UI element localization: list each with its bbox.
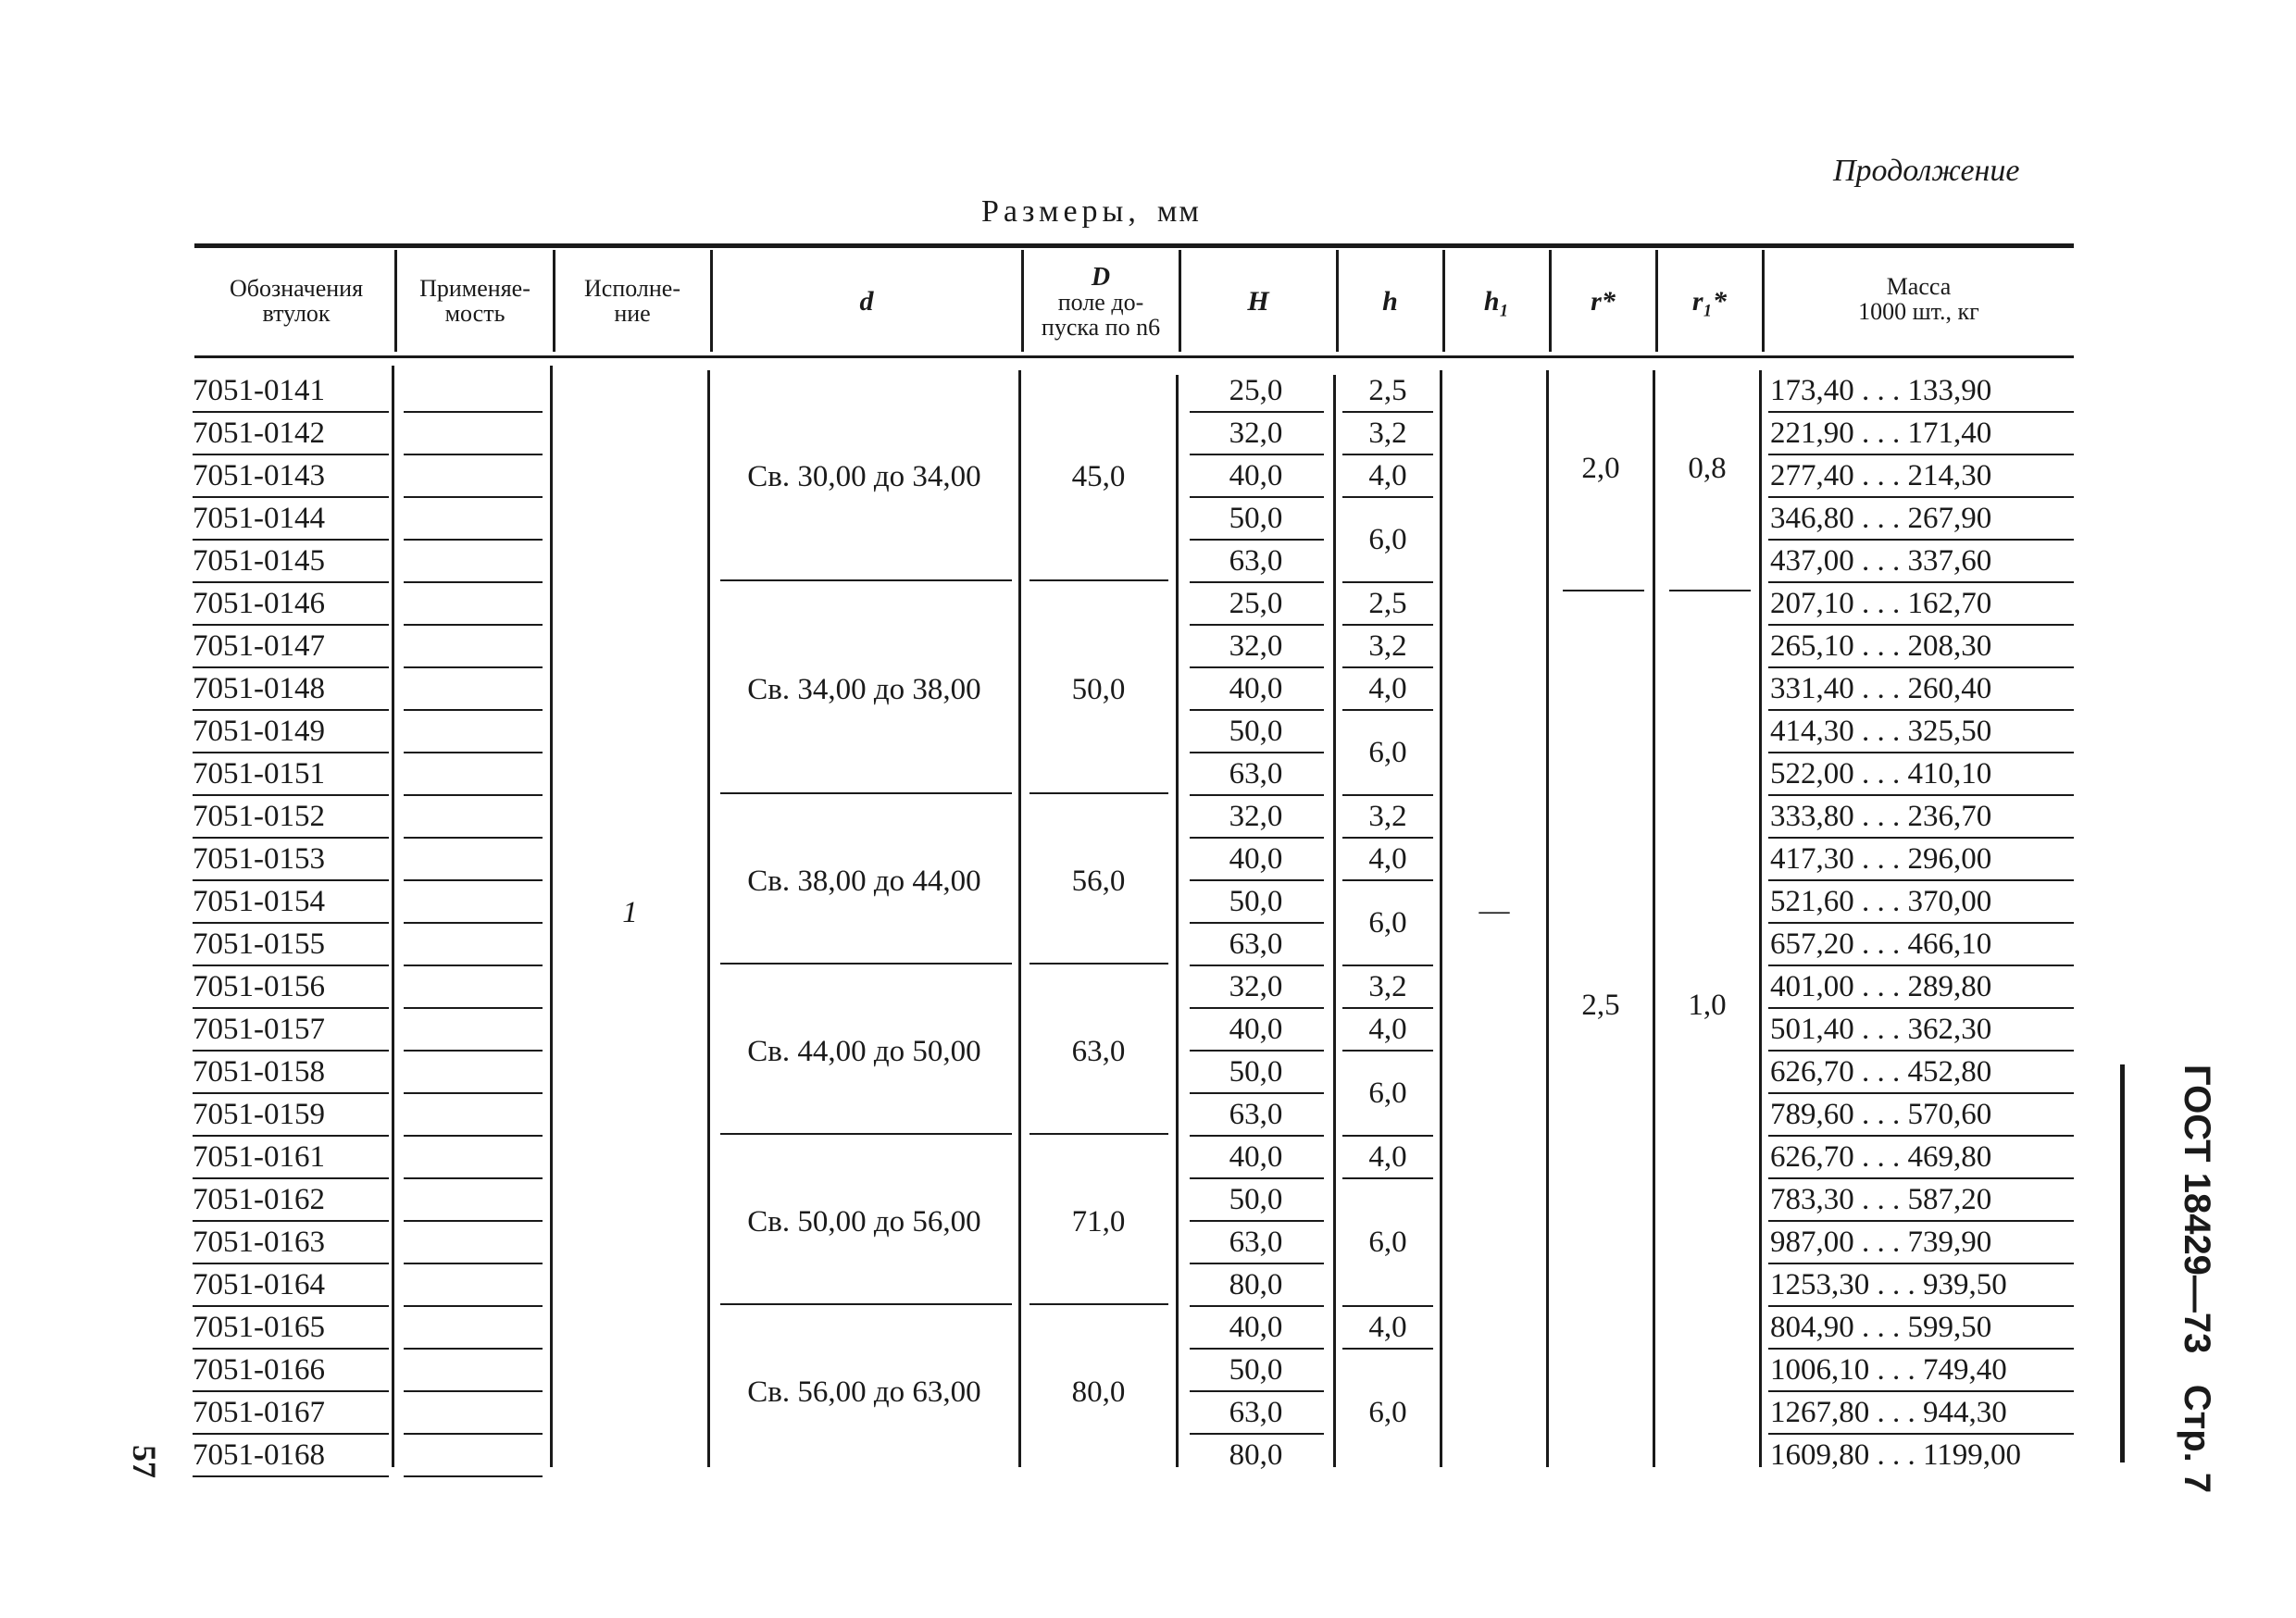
header-r1: r₁* [1691, 286, 1728, 317]
row-code: 7051-0165 [193, 1311, 325, 1344]
row-h: 6,0 [1368, 906, 1407, 940]
row-h-underline [1342, 411, 1433, 413]
row-H: 40,0 [1229, 672, 1283, 705]
row-h-underline [1342, 1135, 1433, 1137]
row-h: 3,2 [1368, 417, 1407, 450]
row-code-underline [193, 411, 389, 413]
row-code-underline [193, 1305, 389, 1307]
row-mass-underline [1768, 1348, 2074, 1350]
header-applic-line1: Применяе- [419, 275, 530, 302]
row-H: 32,0 [1229, 417, 1283, 450]
row-mass-underline [1768, 794, 2074, 796]
row-applic-underline [404, 666, 543, 668]
row-mass: 173,40 . . . 133,90 [1770, 374, 1992, 407]
row-mass-underline [1768, 1433, 2074, 1435]
row-H: 40,0 [1229, 1140, 1283, 1174]
row-mass: 1006,10 . . . 749,40 [1770, 1353, 2007, 1387]
row-mass-underline [1768, 1007, 2074, 1009]
row-h: 6,0 [1368, 523, 1407, 556]
row-code: 7051-0158 [193, 1055, 325, 1089]
group-D: 71,0 [1071, 1205, 1126, 1238]
row-mass-underline [1768, 1050, 2074, 1052]
row-mass-underline [1768, 1390, 2074, 1392]
header-h: h [1382, 286, 1398, 317]
row-mass: 1267,80 . . . 944,30 [1770, 1396, 2007, 1429]
row-applic-underline [404, 496, 543, 498]
body-sep [707, 370, 710, 1467]
row-code-underline [193, 1092, 389, 1094]
row-H-underline [1190, 624, 1324, 626]
group-D: 63,0 [1071, 1035, 1126, 1068]
row-mass: 417,30 . . . 296,00 [1770, 842, 1992, 876]
row-mass: 657,20 . . . 466,10 [1770, 927, 1992, 961]
row-code: 7051-0159 [193, 1098, 325, 1131]
row-mass: 1609,80 . . . 1199,00 [1770, 1438, 2022, 1472]
r-group-separator [1563, 590, 1644, 591]
row-H: 40,0 [1229, 459, 1283, 492]
row-H-underline [1190, 666, 1324, 668]
row-code-underline [193, 794, 389, 796]
header-r: r* [1591, 286, 1616, 317]
row-h-underline [1342, 624, 1433, 626]
row-mass-underline [1768, 837, 2074, 839]
row-code-underline [193, 922, 389, 924]
row-H: 63,0 [1229, 757, 1283, 790]
row-H-underline [1190, 1433, 1324, 1435]
row-code-underline [193, 1390, 389, 1392]
row-applic-underline [404, 879, 543, 881]
row-applic-underline [404, 411, 543, 413]
row-mass: 626,70 . . . 452,80 [1770, 1055, 1992, 1089]
row-code-underline [193, 1348, 389, 1350]
group-d: Св. 50,00 до 56,00 [747, 1205, 981, 1238]
header-D-line2: поле до- [1057, 289, 1144, 316]
header-D-symbol: D [1091, 263, 1111, 292]
row-H: 50,0 [1229, 502, 1283, 535]
row-code: 7051-0146 [193, 587, 325, 620]
row-h-underline [1342, 837, 1433, 839]
row-h: 3,2 [1368, 800, 1407, 833]
r1-group-separator [1669, 590, 1751, 591]
row-H: 50,0 [1229, 715, 1283, 748]
row-mass-underline [1768, 922, 2074, 924]
row-mass: 501,40 . . . 362,30 [1770, 1013, 1992, 1046]
row-code-underline [193, 496, 389, 498]
row-h-underline [1342, 1305, 1433, 1307]
r1-value: 0,8 [1688, 452, 1727, 485]
row-mass-underline [1768, 965, 2074, 966]
row-code: 7051-0154 [193, 885, 325, 918]
row-applic-underline [404, 922, 543, 924]
row-h: 4,0 [1368, 1013, 1407, 1046]
row-applic-underline [404, 1177, 543, 1179]
row-H: 40,0 [1229, 842, 1283, 876]
row-applic-underline [404, 1092, 543, 1094]
row-applic-underline [404, 1050, 543, 1052]
header-code-line1: Обозначения [229, 275, 364, 302]
row-H: 32,0 [1229, 800, 1283, 833]
row-code-underline [193, 1177, 389, 1179]
row-code: 7051-0157 [193, 1013, 325, 1046]
row-H-underline [1190, 496, 1324, 498]
continuation-label: Продолжение [1833, 154, 2020, 188]
row-code: 7051-0148 [193, 672, 325, 705]
row-code: 7051-0151 [193, 757, 325, 790]
row-h-underline [1342, 965, 1433, 966]
group-D-separator [1029, 1303, 1168, 1305]
row-applic-underline [404, 454, 543, 455]
row-mass-underline [1768, 454, 2074, 455]
row-h: 2,5 [1368, 587, 1407, 620]
row-h: 4,0 [1368, 672, 1407, 705]
row-mass: 521,60 . . . 370,00 [1770, 885, 1992, 918]
group-d: Св. 44,00 до 50,00 [747, 1035, 981, 1068]
row-H: 50,0 [1229, 885, 1283, 918]
version-value: 1 [622, 896, 638, 929]
row-code-underline [193, 709, 389, 711]
row-H-underline [1190, 454, 1324, 455]
row-h: 3,2 [1368, 629, 1407, 663]
row-H-underline [1190, 1135, 1324, 1137]
row-h: 4,0 [1368, 842, 1407, 876]
row-h: 3,2 [1368, 970, 1407, 1003]
row-h-underline [1342, 709, 1433, 711]
row-applic-underline [404, 837, 543, 839]
row-code: 7051-0155 [193, 927, 325, 961]
group-d-separator [720, 1303, 1012, 1305]
header-applic-line2: мость [444, 300, 505, 327]
header-D-line3: пуска по n6 [1041, 314, 1161, 341]
row-h-underline [1342, 1007, 1433, 1009]
group-d-separator [720, 1133, 1012, 1135]
row-H: 32,0 [1229, 629, 1283, 663]
side-stamp [2120, 1064, 2222, 1494]
group-d: Св. 56,00 до 63,00 [747, 1375, 981, 1409]
row-applic-underline [404, 624, 543, 626]
row-code-underline [193, 539, 389, 541]
row-mass-underline [1768, 1220, 2074, 1222]
row-H: 80,0 [1229, 1268, 1283, 1301]
row-h-underline [1342, 666, 1433, 668]
row-H: 63,0 [1229, 1226, 1283, 1259]
stamp-page: Стр. 7 [2177, 1384, 2217, 1494]
row-code: 7051-0168 [193, 1438, 325, 1472]
group-D-separator [1029, 579, 1168, 581]
row-code-underline [193, 1050, 389, 1052]
row-h: 2,5 [1368, 374, 1407, 407]
row-code: 7051-0143 [193, 459, 325, 492]
header-code [199, 276, 393, 326]
row-mass-underline [1768, 1263, 2074, 1264]
header-version-line2: ние [614, 300, 651, 327]
row-mass: 783,30 . . . 587,20 [1770, 1183, 1992, 1216]
group-D-separator [1029, 1133, 1168, 1135]
row-code: 7051-0167 [193, 1396, 325, 1429]
row-H-underline [1190, 794, 1324, 796]
row-code: 7051-0147 [193, 629, 325, 663]
header-d: d [859, 286, 874, 317]
row-code: 7051-0164 [193, 1268, 325, 1301]
row-mass: 265,10 . . . 208,30 [1770, 629, 1992, 663]
row-applic-underline [404, 1220, 543, 1222]
row-mass: 333,80 . . . 236,70 [1770, 800, 1992, 833]
row-code: 7051-0162 [193, 1183, 325, 1216]
row-mass-underline [1768, 666, 2074, 668]
row-H-underline [1190, 1390, 1324, 1392]
row-h-underline [1342, 794, 1433, 796]
table-top-rule [194, 243, 2074, 248]
group-d: Св. 38,00 до 44,00 [747, 865, 981, 898]
header-mass-line1: Масса [1886, 273, 1952, 300]
row-applic-underline [404, 752, 543, 753]
row-applic-underline [404, 1433, 543, 1435]
group-D-separator [1029, 963, 1168, 965]
r-value: 2,0 [1581, 452, 1620, 485]
row-applic-underline [404, 1475, 543, 1477]
stamp-bar [2120, 1064, 2125, 1462]
row-code-underline [193, 1135, 389, 1137]
row-code-underline [193, 1220, 389, 1222]
row-H-underline [1190, 411, 1324, 413]
row-code-underline [193, 752, 389, 753]
row-h-underline [1342, 496, 1433, 498]
row-H-underline [1190, 1305, 1324, 1307]
row-h: 4,0 [1368, 1140, 1407, 1174]
header-version [555, 276, 710, 326]
header-mass-line2: 1000 шт., кг [1858, 298, 1979, 325]
row-h-underline [1342, 1177, 1433, 1179]
row-mass: 987,00 . . . 739,90 [1770, 1226, 1992, 1259]
row-applic-underline [404, 1305, 543, 1307]
r1-value: 1,0 [1688, 989, 1727, 1022]
r-value: 2,5 [1581, 989, 1620, 1022]
row-h: 6,0 [1368, 736, 1407, 769]
row-mass-underline [1768, 752, 2074, 753]
row-mass: 437,00 . . . 337,60 [1770, 544, 1992, 578]
row-code: 7051-0144 [193, 502, 325, 535]
row-mass: 401,00 . . . 289,80 [1770, 970, 1992, 1003]
row-H-underline [1190, 752, 1324, 753]
row-H-underline [1190, 539, 1324, 541]
header-h1: h₁ [1483, 286, 1510, 317]
row-applic-underline [404, 581, 543, 583]
row-mass: 346,80 . . . 267,90 [1770, 502, 1992, 535]
row-applic-underline [404, 709, 543, 711]
row-mass-underline [1768, 539, 2074, 541]
group-d-separator [720, 963, 1012, 965]
row-code: 7051-0161 [193, 1140, 325, 1174]
table-title [981, 194, 1201, 230]
group-d-separator [720, 792, 1012, 794]
row-H-underline [1190, 1263, 1324, 1264]
row-applic-underline [404, 1007, 543, 1009]
header-bottom-rule [194, 355, 2074, 358]
row-H-underline [1190, 965, 1324, 966]
row-applic-underline [404, 1135, 543, 1137]
row-H: 50,0 [1229, 1183, 1283, 1216]
group-d-separator [720, 579, 1012, 581]
row-H-underline [1190, 1092, 1324, 1094]
row-h: 6,0 [1368, 1077, 1407, 1110]
stamp-gost: ГОСТ 18429—73 [2177, 1064, 2217, 1354]
row-h-underline [1342, 454, 1433, 455]
row-h-underline [1342, 879, 1433, 881]
group-d: Св. 34,00 до 38,00 [747, 673, 981, 706]
row-applic-underline [404, 1263, 543, 1264]
h1-value: — [1479, 894, 1510, 927]
row-code-underline [193, 1433, 389, 1435]
row-code: 7051-0142 [193, 417, 325, 450]
row-mass-underline [1768, 709, 2074, 711]
row-code-underline [193, 624, 389, 626]
row-h: 4,0 [1368, 459, 1407, 492]
row-H: 80,0 [1229, 1438, 1283, 1472]
row-H: 40,0 [1229, 1311, 1283, 1344]
row-code: 7051-0156 [193, 970, 325, 1003]
body-sep [1759, 370, 1762, 1467]
row-h: 6,0 [1368, 1226, 1407, 1259]
row-h-underline [1342, 1348, 1433, 1350]
row-H-underline [1190, 1348, 1324, 1350]
row-mass: 221,90 . . . 171,40 [1770, 417, 1992, 450]
row-mass-underline [1768, 411, 2074, 413]
row-H-underline [1190, 922, 1324, 924]
group-d: Св. 30,00 до 34,00 [747, 460, 981, 493]
row-code: 7051-0141 [193, 374, 325, 407]
row-mass: 277,40 . . . 214,30 [1770, 459, 1992, 492]
stamp-text [2176, 1064, 2217, 1493]
row-h-underline [1342, 1050, 1433, 1052]
body-sep [1018, 370, 1021, 1467]
row-mass-underline [1768, 581, 2074, 583]
row-H: 50,0 [1229, 1055, 1283, 1089]
row-H-underline [1190, 709, 1324, 711]
row-mass-underline [1768, 496, 2074, 498]
row-mass-underline [1768, 1177, 2074, 1179]
group-D: 50,0 [1071, 673, 1126, 706]
row-mass-underline [1768, 879, 2074, 881]
row-H: 50,0 [1229, 1353, 1283, 1387]
group-D: 56,0 [1071, 865, 1126, 898]
row-H-underline [1190, 1220, 1324, 1222]
row-code: 7051-0145 [193, 544, 325, 578]
row-mass-underline [1768, 1135, 2074, 1137]
row-code-underline [193, 1475, 389, 1477]
row-mass-underline [1768, 1092, 2074, 1094]
row-mass-underline [1768, 1305, 2074, 1307]
row-H-underline [1190, 879, 1324, 881]
row-code-underline [193, 837, 389, 839]
body-sep [1546, 370, 1549, 1467]
row-H-underline [1190, 1050, 1324, 1052]
row-mass: 789,60 . . . 570,60 [1770, 1098, 1992, 1131]
header-code-line2: втулок [262, 300, 331, 327]
title-text: Размеры, [981, 194, 1141, 229]
title-unit: мм [1156, 194, 1201, 229]
row-mass: 522,00 . . . 410,10 [1770, 757, 1992, 790]
group-D: 45,0 [1071, 460, 1126, 493]
body-sep [1653, 370, 1655, 1467]
group-D-separator [1029, 792, 1168, 794]
row-H: 63,0 [1229, 1396, 1283, 1429]
row-code: 7051-0163 [193, 1226, 325, 1259]
row-H-underline [1190, 1177, 1324, 1179]
row-applic-underline [404, 539, 543, 541]
header-applicability [396, 276, 554, 326]
body-sep [1176, 375, 1179, 1467]
row-code: 7051-0152 [193, 800, 325, 833]
row-mass: 414,30 . . . 325,50 [1770, 715, 1992, 748]
row-mass: 804,90 . . . 599,50 [1770, 1311, 1992, 1344]
row-applic-underline [404, 1348, 543, 1350]
row-h: 6,0 [1368, 1396, 1407, 1429]
row-H-underline [1190, 837, 1324, 839]
row-H: 63,0 [1229, 927, 1283, 961]
header-H: H [1247, 286, 1269, 317]
row-H: 25,0 [1229, 374, 1283, 407]
row-code-underline [193, 1263, 389, 1264]
row-code-underline [193, 454, 389, 455]
row-code: 7051-0166 [193, 1353, 325, 1387]
row-h-underline [1342, 581, 1433, 583]
row-code: 7051-0153 [193, 842, 325, 876]
row-code: 7051-0149 [193, 715, 325, 748]
row-code-underline [193, 1007, 389, 1009]
row-code-underline [193, 965, 389, 966]
row-applic-underline [404, 1390, 543, 1392]
row-applic-underline [404, 965, 543, 966]
row-mass: 207,10 . . . 162,70 [1770, 587, 1992, 620]
row-mass: 626,70 . . . 469,80 [1770, 1140, 1992, 1174]
row-H-underline [1190, 581, 1324, 583]
row-code-underline [193, 879, 389, 881]
body-sep [392, 366, 394, 1467]
page-number: 57 [126, 1445, 163, 1478]
row-mass: 1253,30 . . . 939,50 [1770, 1268, 2007, 1301]
row-h: 4,0 [1368, 1311, 1407, 1344]
header-mass [1764, 274, 2074, 324]
row-H: 25,0 [1229, 587, 1283, 620]
row-mass-underline [1768, 624, 2074, 626]
row-H-underline [1190, 1007, 1324, 1009]
header-D [1023, 265, 1179, 340]
row-H: 63,0 [1229, 1098, 1283, 1131]
row-code-underline [193, 666, 389, 668]
row-H: 40,0 [1229, 1013, 1283, 1046]
header-version-line1: Исполне- [584, 275, 680, 302]
group-D: 80,0 [1071, 1375, 1126, 1409]
row-H: 32,0 [1229, 970, 1283, 1003]
row-code-underline [193, 581, 389, 583]
row-H: 63,0 [1229, 544, 1283, 578]
row-mass: 331,40 . . . 260,40 [1770, 672, 1992, 705]
row-applic-underline [404, 794, 543, 796]
